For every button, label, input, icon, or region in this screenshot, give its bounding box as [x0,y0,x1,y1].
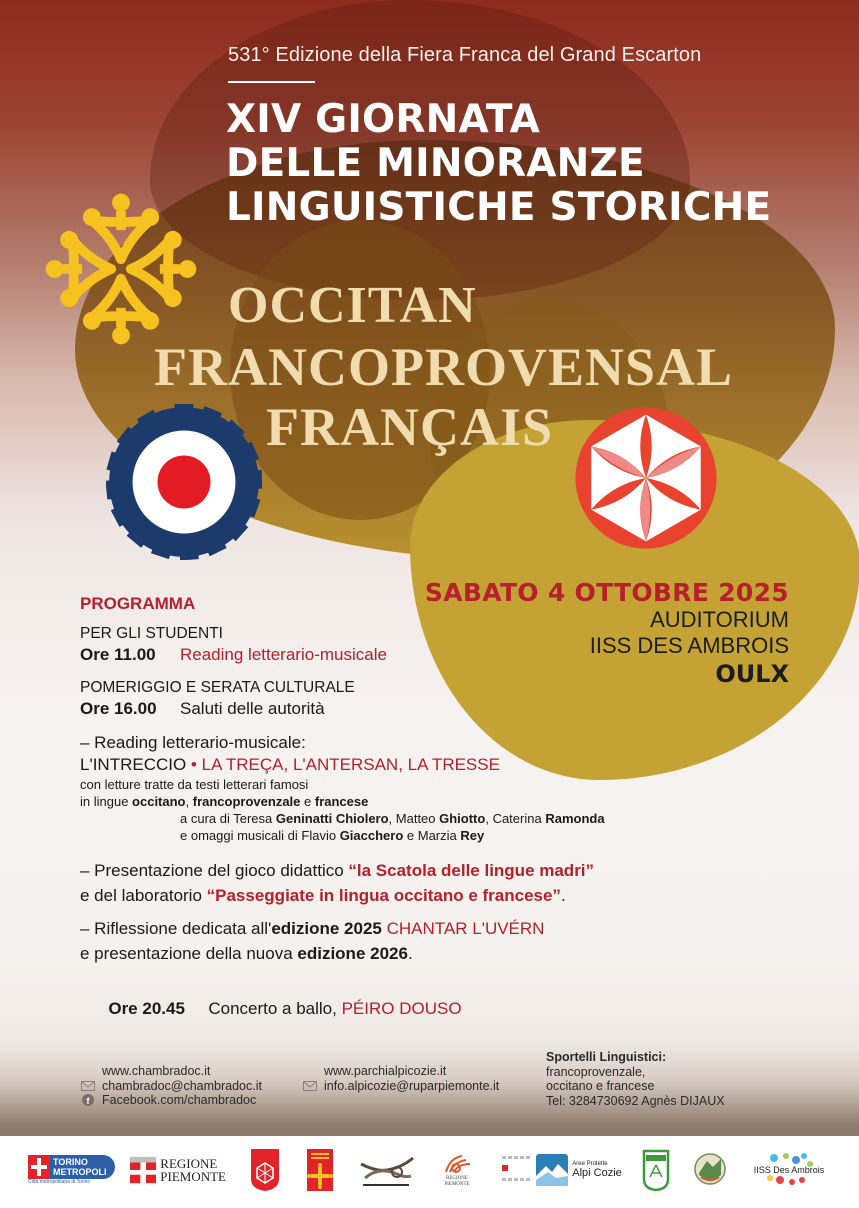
email-link[interactable]: info.alpicozie@ruparpiemonte.it [324,1078,500,1093]
title-line: DELLE MINORANZE [226,141,645,186]
slot-time: Ore 16.00 [80,699,157,718]
reading-title: L'INTRECCIO [80,755,187,774]
slot-time: Ore 11.00 [80,645,156,664]
game-presentation [80,858,800,883]
mail-icon [80,1080,96,1091]
edition-title: CHANTAR L'UVÉRN [386,919,545,938]
french-roundel-icon [106,404,262,560]
email-link[interactable]: chambradoc@chambradoc.it [102,1078,262,1093]
logo-shield-rosace [250,1146,280,1194]
slot-time: Ore 20.45 [108,999,185,1018]
edition-label: edizione 2025 [271,919,382,938]
text: e [300,794,315,809]
person-name: Giacchero [339,828,404,843]
language-desks [546,1050,725,1108]
lab-presentation [80,883,800,908]
event-date: SABATO 4 OTTOBRE 2025 [424,578,789,607]
person-name: Rey [460,828,485,843]
reading-separator: • [186,755,202,774]
text: a cura di Teresa [180,811,276,826]
language-name: occitano [132,794,186,809]
contact-row [80,1079,262,1094]
contact-row [302,1064,499,1079]
website-link[interactable]: www.parchialpicozie.it [324,1064,447,1078]
logo-text: REGIONE [160,1156,218,1171]
text: e Marzia [403,828,461,843]
language-name: francese [314,794,369,809]
section-label: PER GLI STUDENTI [80,625,223,642]
text: . [407,944,413,963]
reading-subtitle: LA TREÇA, L'ANTERSAN, LA TRESSE [201,755,500,774]
page-title [226,98,771,230]
svg-text:f: f [86,1096,90,1107]
programme-title: PROGRAMMA [80,594,196,613]
band-name: PÉIRO DOUSO [341,999,462,1018]
musicians [80,827,800,844]
slot-activity: Reading letterario-musicale [180,645,387,664]
reading-description: con letture tratte da testi letterari famosi [80,777,309,792]
language-francoprovensal: FRANCOPROVENSAL [154,337,734,397]
schedule-slot [80,698,800,720]
text: in lingue [80,794,133,809]
mail-icon [302,1080,318,1091]
curators [80,810,800,827]
sponsor-logos [0,1136,859,1208]
title-line: XIV GIORNATA [226,97,541,142]
reading-title-line [80,754,800,776]
text: – Riflessione dedicata all' [80,919,272,938]
slot-activity: Saluti delle autorità [180,699,325,718]
text: , Caterina [485,811,546,826]
logo-regione-piemonte-small [436,1146,478,1194]
contact-row [302,1079,499,1094]
language-francais: FRANÇAIS [266,397,554,457]
logo-chambra-doc [306,1146,334,1194]
logo-text: Città metropolitana di Torino [28,1179,91,1185]
logo-text: PIEMONTE [444,1182,470,1187]
reflection [80,916,800,941]
schedule-slot [80,976,800,1042]
contacts-chambradoc [80,1064,262,1108]
website-link[interactable]: www.chambradoc.it [102,1064,211,1078]
schedule-slot [80,644,800,666]
desks-title: Sportelli Linguistici: [546,1050,667,1064]
venue-school: IISS DES AMBROIS [589,633,789,658]
facebook-icon [80,1095,96,1106]
logo-iiss-des-ambrois [744,1146,834,1194]
text: e del laboratorio [80,886,207,905]
text: e omaggi musicali di Flavio [180,828,340,843]
lab-title: “Passeggiate in lingua occitano e francese” [206,886,561,905]
logo-ecomuseo [356,1146,416,1194]
edition-label: edizione 2026 [297,944,408,963]
text: , Matteo [388,811,440,826]
text: – Presentazione del gioco didattico [80,861,349,880]
contacts-parchi [302,1064,499,1093]
reading-languages [80,793,800,810]
person-name: Ramonda [545,811,605,826]
text: , [185,794,193,809]
title-line: LINGUISTICHE STORICHE [226,185,772,230]
francoprovencal-rosace-icon [574,406,718,550]
game-title: “la Scatola delle lingue madri” [348,861,595,880]
text: . [560,886,566,905]
slot-activity: Concerto a ballo, [208,999,342,1018]
logo-torino-metropoli [28,1146,108,1194]
venue-name: AUDITORIUM [650,607,789,632]
language-occitan: OCCITAN [228,277,477,334]
person-name: Ghiotto [439,811,486,826]
logo-text: REGIONE [446,1176,468,1181]
occitan-cross-icon [40,188,202,350]
piemonte-flag-icon [28,1155,50,1179]
logo-regione-piemonte [130,1146,226,1194]
new-edition [80,941,800,966]
venue-town: OULX [715,660,789,688]
logo-alpi-cozie [502,1146,622,1194]
logo-green-shield [640,1146,672,1194]
contact-row [80,1093,262,1108]
section-label: POMERIGGIO E SERATA CULTURALE [80,679,355,696]
logo-text: IISS Des Ambrois [753,1165,825,1175]
facebook-link[interactable]: Facebook.com/chambradoc [102,1093,257,1107]
logo-text: METROPOLI [53,1167,107,1177]
logo-text: TORINO [53,1157,88,1167]
logo-round-emblem [692,1146,728,1194]
piemonte-flag-icon [130,1156,156,1184]
language-name: francoprovenzale [192,794,301,809]
logo-text: PIEMONTE [160,1169,226,1184]
desks-phone: Tel: 3284730692 Agnès DIJAUX [546,1093,725,1108]
programme [80,594,800,1042]
text: e presentazione della nuova [80,944,298,963]
contact-row [80,1064,262,1079]
divider [228,81,315,83]
person-name: Geninatti Chiolero [275,811,389,826]
edition-subtitle: 531° Edizione della Fiera Franca del Grand Escarton [228,44,702,66]
desks-line: francoprovenzale, [546,1064,646,1079]
reading-intro: – Reading letterario-musicale: [80,733,306,752]
logo-text: Aree Protette [572,1161,608,1167]
desks-line: occitano e francese [546,1079,655,1093]
logo-text: Alpi Cozie [572,1167,622,1179]
